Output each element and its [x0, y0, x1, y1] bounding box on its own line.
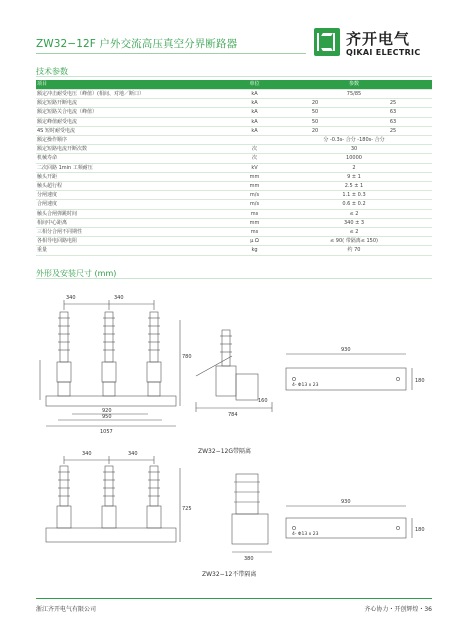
header-param: 参数: [276, 80, 432, 90]
cell-value-2: 63: [354, 108, 432, 117]
cell-item: 触头合闸弹跳时间: [36, 209, 233, 218]
cell-value-1: 20: [276, 99, 354, 108]
cell-item: 合闸速度: [36, 200, 233, 209]
table-row: [36, 228, 432, 237]
cell-item: 触头开距: [36, 172, 233, 181]
company-logo: [314, 28, 434, 64]
cell-value: 分 -0.3s- 合分 -180s- 合分: [276, 136, 432, 145]
table-row: [36, 172, 432, 181]
dim-340-b: 340: [114, 295, 124, 301]
table-row: [36, 246, 432, 255]
cell-value: 340 ± 3: [276, 218, 432, 227]
cell-unit: kA: [233, 90, 276, 99]
section-title-dims: 外形及安装尺寸 (mm): [36, 269, 117, 278]
section-rule-tech: [36, 76, 432, 77]
cell-unit: m/s: [233, 191, 276, 200]
cell-unit: mm: [233, 182, 276, 191]
spec-table: [36, 80, 432, 256]
dim-950: 950: [102, 414, 112, 420]
dim-930: 930: [341, 499, 351, 505]
dim-784: 784: [228, 412, 238, 418]
footer-rule: [36, 598, 432, 599]
dim-holes: 4- Φ13 x 23: [292, 532, 319, 537]
cell-value: ≤ 2: [276, 228, 432, 237]
cell-value: ≤ 90( 带隔离≤ 150): [276, 237, 432, 246]
cell-value: 2.5 ± 1: [276, 182, 432, 191]
cell-item: 触头超行程: [36, 182, 233, 191]
cell-item: 相间中心距离: [36, 218, 233, 227]
table-row: [36, 136, 432, 145]
dim-920: 920: [102, 408, 112, 414]
cell-unit: mm: [233, 172, 276, 181]
table-row: [36, 126, 432, 135]
header-item: 项目: [36, 80, 233, 90]
dim-340-a: 340: [66, 295, 76, 301]
table-row: [36, 117, 432, 126]
cell-item: 额定峰值耐受电流: [36, 117, 233, 126]
cell-item: 额定冲击耐受电压（峰值）(相间、对地／断口）: [36, 90, 233, 99]
cell-value-1: 50: [276, 117, 354, 126]
cell-value-1: 20: [276, 126, 354, 135]
cell-unit: kg: [233, 246, 276, 255]
table-row: [36, 182, 432, 191]
dim-160: 160: [258, 398, 268, 404]
logo-chinese-name: 齐开电气: [346, 30, 411, 48]
drawing-with-isolator: [36, 290, 432, 440]
cell-value: ≤ 2: [276, 209, 432, 218]
cell-unit: μ Ω: [233, 237, 276, 246]
dim-725: 725: [182, 506, 192, 512]
section-rule-dims: [36, 278, 432, 279]
cell-unit: ms: [233, 209, 276, 218]
cell-unit: kA: [233, 117, 276, 126]
cell-item: 重量: [36, 246, 233, 255]
dim-180: 180: [415, 527, 425, 533]
cell-value: 1.1 ± 0.3: [276, 191, 432, 200]
table-row: [36, 163, 432, 172]
table-row: [36, 237, 432, 246]
table-row: [36, 108, 432, 117]
cell-value: 约 70: [276, 246, 432, 255]
cell-value-2: 63: [354, 117, 432, 126]
section-title-tech: 技术参数: [36, 67, 68, 76]
cell-value: 9 ± 1: [276, 172, 432, 181]
cell-value: 75/85: [276, 90, 432, 99]
cell-unit: [233, 136, 276, 145]
table-row: [36, 99, 432, 108]
dim-780: 780: [182, 354, 192, 360]
cell-item: 二次回路 1min 工频耐压: [36, 163, 233, 172]
cell-unit: mm: [233, 218, 276, 227]
dim-holes: 4- Φ13 x 23: [292, 383, 319, 388]
logo-english-name: QIKAI ELECTRIC: [346, 48, 421, 57]
cell-item: 额定短路关合电流（峰值）: [36, 108, 233, 117]
cell-unit: 次: [233, 154, 276, 163]
cell-value: 2: [276, 163, 432, 172]
table-row: [36, 191, 432, 200]
cell-item: 三相分合闸不同期性: [36, 228, 233, 237]
cell-item: 各相导电回路电阻: [36, 237, 233, 246]
page-title: ZW32−12F 户外交流高压真空分界断路器: [36, 38, 238, 50]
cell-unit: 次: [233, 145, 276, 154]
cell-item: 额定操作顺序: [36, 136, 233, 145]
cell-unit: kV: [233, 163, 276, 172]
cell-value: 30: [276, 145, 432, 154]
cell-value: 0.6 ± 0.2: [276, 200, 432, 209]
drawing-without-isolator: [36, 448, 432, 574]
cell-value: 10000: [276, 154, 432, 163]
caption-without-isolator: ZW32−12不带隔离: [202, 571, 257, 578]
dim-340-b: 340: [128, 451, 138, 457]
cell-item: 4S 短时耐受电流: [36, 126, 233, 135]
cell-unit: kA: [233, 99, 276, 108]
cell-unit: m/s: [233, 200, 276, 209]
cell-item: 额定短路电流开断次数: [36, 145, 233, 154]
cell-unit: kA: [233, 108, 276, 117]
pole-a: [57, 312, 71, 396]
table-row: [36, 209, 432, 218]
table-row: [36, 200, 432, 209]
footer-slogan: 齐心协力・开创辉煌・36: [364, 606, 432, 613]
footer-company: 浙江齐开电气有限公司: [36, 606, 97, 613]
title-rule: [36, 53, 306, 54]
spec-table-header: [36, 80, 432, 90]
dim-340-a: 340: [82, 451, 92, 457]
table-row: [36, 90, 432, 99]
cell-unit: kA: [233, 126, 276, 135]
cell-value-1: 50: [276, 108, 354, 117]
dim-380: 380: [244, 556, 254, 562]
table-row: [36, 145, 432, 154]
cell-value-2: 25: [354, 126, 432, 135]
dim-180: 180: [415, 378, 425, 384]
dim-1057: 1057: [100, 429, 113, 435]
logo-mark-icon: [314, 28, 340, 56]
caption-with-isolator: ZW32−12G带隔离: [198, 448, 251, 455]
table-row: [36, 154, 432, 163]
cell-item: 额定短路开断电流: [36, 99, 233, 108]
cell-item: 机械寿命: [36, 154, 233, 163]
dim-930: 930: [341, 347, 351, 353]
cell-value-2: 25: [354, 99, 432, 108]
header-unit: 单位: [233, 80, 276, 90]
cell-unit: ms: [233, 228, 276, 237]
table-row: [36, 218, 432, 227]
cell-item: 分闸速度: [36, 191, 233, 200]
